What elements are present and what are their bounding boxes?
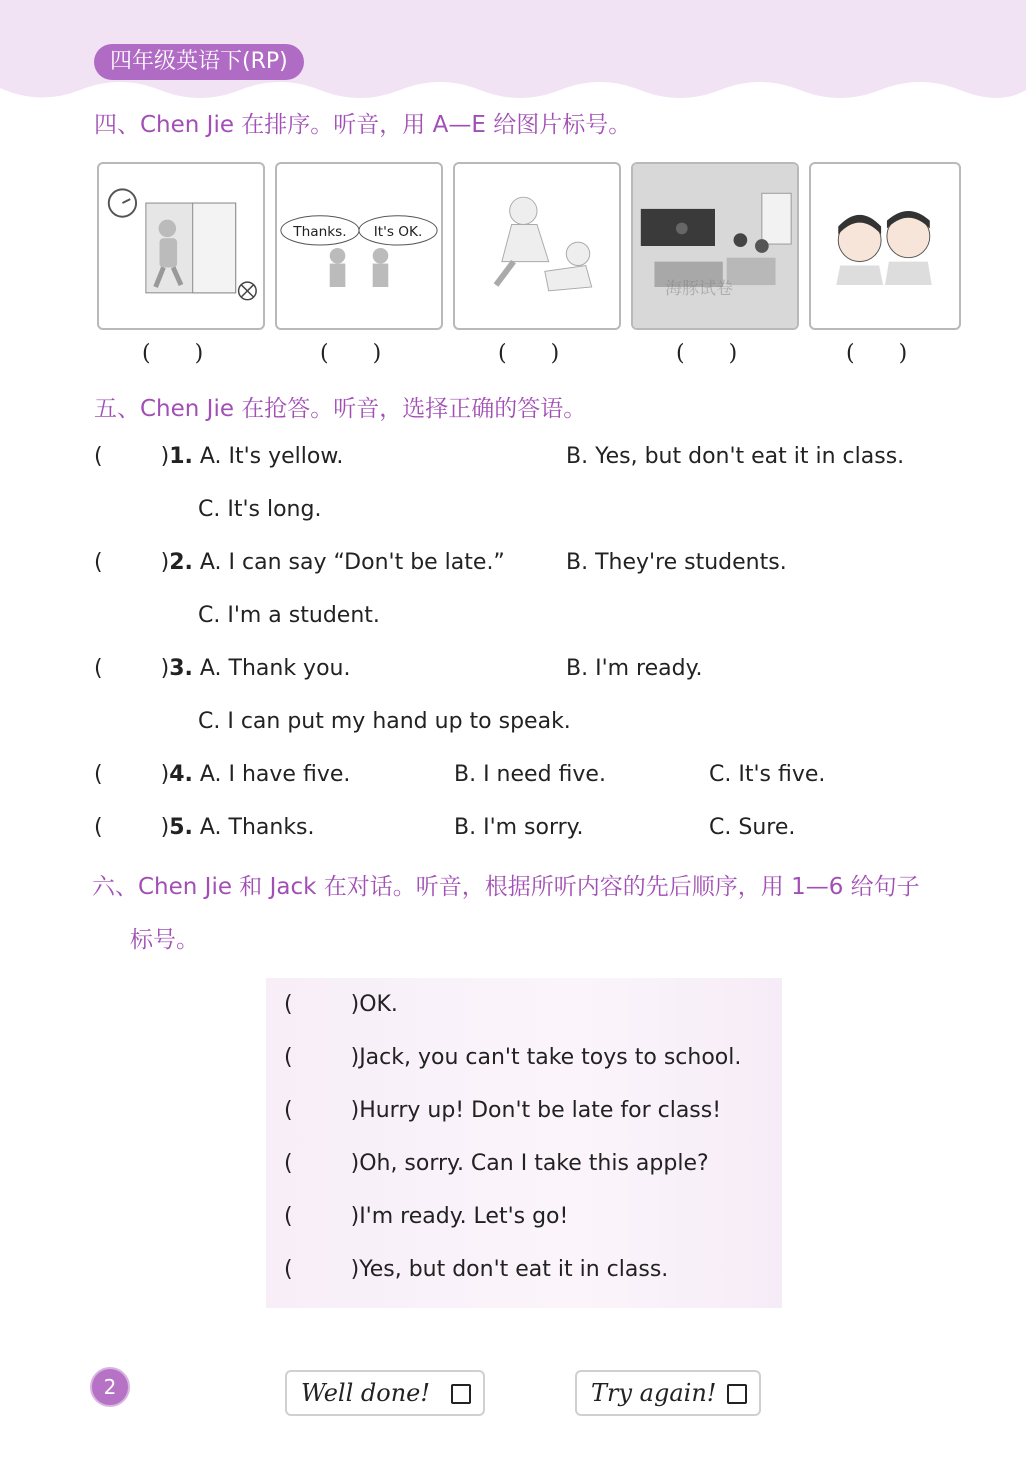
answer-paren-e[interactable]: ( ) bbox=[846, 341, 908, 366]
picture-d-classroom bbox=[631, 162, 799, 330]
answer-blank[interactable]: ( ) bbox=[284, 1151, 360, 1176]
sentence-text: Hurry up! Don't be late for class! bbox=[359, 1098, 722, 1123]
dialog-sentence-3 bbox=[284, 1098, 721, 1123]
dialog-sentence-1 bbox=[284, 992, 398, 1017]
option-a: A. Thank you. bbox=[199, 656, 351, 681]
question-number: 4. bbox=[169, 762, 193, 787]
question-1-option-b: B. Yes, but don't eat it in class. bbox=[566, 444, 905, 469]
section6-title: 六、Chen Jie 和 Jack 在对话。听音，根据所听内容的先后顺序，用 1—6 给句子 bbox=[92, 874, 920, 900]
picture-a-late-boy bbox=[97, 162, 265, 330]
section4-title: 四、Chen Jie 在排序。听音，用 A—E 给图片标号。 bbox=[94, 112, 632, 138]
well-done-label: Well done! bbox=[301, 1379, 431, 1407]
sentence-text: Yes, but don't eat it in class. bbox=[359, 1257, 669, 1282]
question-number: 5. bbox=[169, 815, 193, 840]
answer-paren-b[interactable]: ( ) bbox=[320, 341, 382, 366]
series-tag: 四年级英语下(RP) bbox=[94, 44, 304, 80]
question-2-option-b: B. They're students. bbox=[566, 550, 787, 575]
question-number: 2. bbox=[169, 550, 193, 575]
question-3-option-c: C. I can put my hand up to speak. bbox=[198, 709, 571, 734]
picture-e-two-kids bbox=[809, 162, 961, 330]
question-number: 3. bbox=[169, 656, 193, 681]
page-number: 2 bbox=[90, 1367, 130, 1407]
question-4-option-c: C. It's five. bbox=[709, 762, 826, 787]
answer-paren-c[interactable]: ( ) bbox=[498, 341, 560, 366]
try-again-label: Try again! bbox=[591, 1379, 717, 1407]
sentence-text: I'm ready. Let's go! bbox=[359, 1204, 569, 1229]
question-5-option-c: C. Sure. bbox=[709, 815, 796, 840]
two-kids-illustration bbox=[811, 164, 959, 328]
answer-paren-d[interactable]: ( ) bbox=[676, 341, 738, 366]
dialog-sentence-6 bbox=[284, 1257, 668, 1282]
question-3 bbox=[94, 656, 350, 681]
option-a: A. It's yellow. bbox=[199, 444, 344, 469]
bubble-its-ok: It's OK. bbox=[373, 224, 423, 241]
dialog-sentence-5 bbox=[284, 1204, 568, 1229]
question-1 bbox=[94, 444, 343, 469]
picture-c-helping bbox=[453, 162, 621, 330]
option-a: A. I can say “Don't be late.” bbox=[199, 550, 505, 575]
answer-blank[interactable]: ( ) bbox=[284, 1257, 360, 1282]
helping-illustration bbox=[455, 164, 619, 328]
sentence-text: Jack, you can't take toys to school. bbox=[359, 1045, 742, 1070]
watermark: 海豚试卷 bbox=[665, 279, 733, 299]
bubble-thanks: Thanks. bbox=[293, 224, 347, 241]
question-2-option-c: C. I'm a student. bbox=[198, 603, 380, 628]
well-done-stamp bbox=[285, 1370, 485, 1416]
well-done-checkbox[interactable] bbox=[451, 1384, 471, 1404]
picture-b-thanks bbox=[275, 162, 443, 330]
question-5-option-b: B. I'm sorry. bbox=[454, 815, 584, 840]
classroom-illustration bbox=[633, 164, 797, 328]
sentence-text: OK. bbox=[359, 992, 398, 1017]
answer-blank[interactable]: ( ) bbox=[94, 444, 170, 469]
question-5 bbox=[94, 815, 315, 840]
answer-paren-a[interactable]: ( ) bbox=[142, 341, 204, 366]
question-2 bbox=[94, 550, 505, 575]
try-again-stamp bbox=[575, 1370, 761, 1416]
question-4 bbox=[94, 762, 350, 787]
answer-blank[interactable]: ( ) bbox=[284, 992, 360, 1017]
question-1-option-c: C. It's long. bbox=[198, 497, 322, 522]
sentence-text: Oh, sorry. Can I take this apple? bbox=[359, 1151, 709, 1176]
section5-title: 五、Chen Jie 在抢答。听音，选择正确的答语。 bbox=[94, 396, 587, 422]
question-4-option-b: B. I need five. bbox=[454, 762, 606, 787]
answer-blank[interactable]: ( ) bbox=[94, 815, 170, 840]
section6-title-cont: 标号。 bbox=[130, 927, 199, 953]
try-again-checkbox[interactable] bbox=[727, 1384, 747, 1404]
question-number: 1. bbox=[169, 444, 193, 469]
answer-blank[interactable]: ( ) bbox=[284, 1045, 360, 1070]
dialog-sentence-2 bbox=[284, 1045, 741, 1070]
question-3-option-b: B. I'm ready. bbox=[566, 656, 703, 681]
answer-blank[interactable]: ( ) bbox=[284, 1204, 360, 1229]
answer-blank[interactable]: ( ) bbox=[284, 1098, 360, 1123]
thanks-illustration bbox=[277, 164, 441, 328]
wave-decoration bbox=[0, 78, 1026, 104]
option-a: A. Thanks. bbox=[199, 815, 315, 840]
answer-blank[interactable]: ( ) bbox=[94, 762, 170, 787]
dialog-sentence-4 bbox=[284, 1151, 709, 1176]
answer-blank[interactable]: ( ) bbox=[94, 656, 170, 681]
option-a: A. I have five. bbox=[199, 762, 351, 787]
late-boy-illustration bbox=[99, 164, 263, 328]
answer-blank[interactable]: ( ) bbox=[94, 550, 170, 575]
